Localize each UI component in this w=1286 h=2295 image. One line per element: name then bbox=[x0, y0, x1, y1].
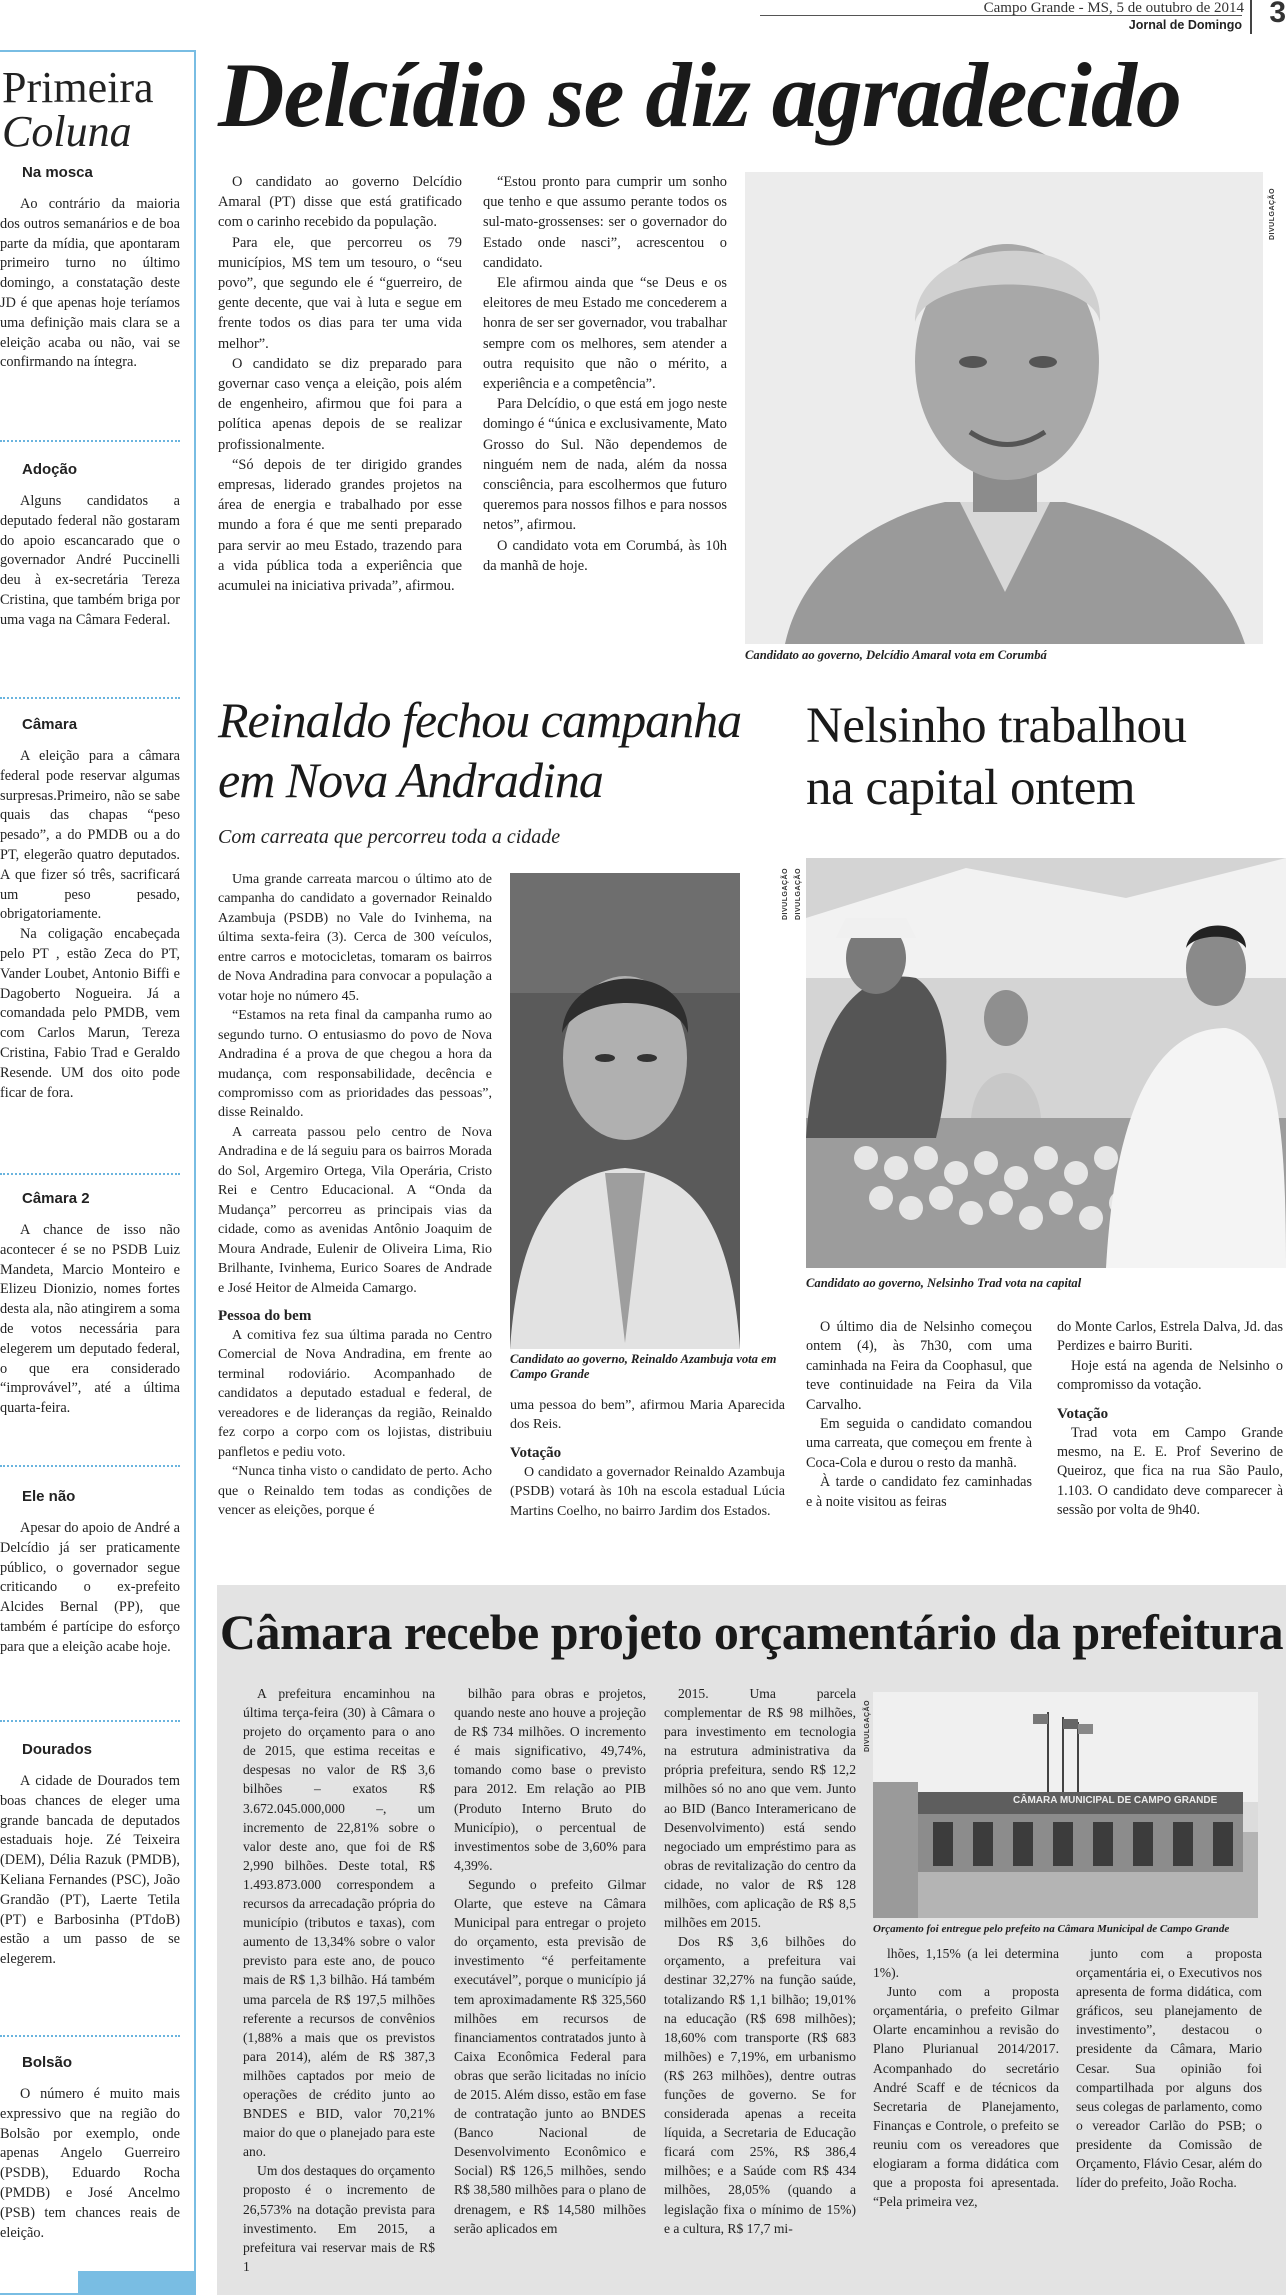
nelsinho-headline-line2: na capital ontem bbox=[806, 760, 1136, 816]
camara-headline: Câmara recebe projeto orçamentário da prefeitura bbox=[219, 1604, 1284, 1660]
reinaldo-headline-line2: em Nova Andradina bbox=[218, 752, 603, 808]
header-paper-name: Jornal de Domingo bbox=[1128, 18, 1242, 32]
article-paragraph: Ele afirmou ainda que “se Deus e os eleitores de meu Estado me concederem a honra de ser ser governador, vou trabalhar sempre com os melhores, sem atender a outra requisito que não o mérito, a experiência e a competência”. bbox=[483, 275, 727, 393]
camara-column-3 bbox=[664, 1684, 856, 2238]
article-paragraph: Em seguida o candidato comandou uma carreata, que começou em frente à Coca-Cola e durou o resto da manhã. bbox=[806, 1416, 1032, 1471]
article-paragraph: A comitiva fez sua última parada no Centro Comercial de Nova Andradina, em frente ao terminal rodoviário. Acompanhado de candidatos a deputado estadual e federal, de vereadores e de lideranças da região, Reinaldo fez corpo a corpo com os lojistas, distribuiu panfletos e pediu voto. bbox=[218, 1327, 492, 1460]
article-paragraph: “Nunca tinha visto o candidato de perto. Acho que o Reinaldo tem todas as condições de vencer as eleições, porque é bbox=[218, 1464, 492, 1519]
article-paragraph: Um dos destaques do orçamento proposto é o incremento de 26,573% na dotação prevista para investimento. Em 2015, a prefeitura vai reservar mais de R$ 1 bbox=[243, 2163, 435, 2274]
article-paragraph: Hoje está na agenda de Nelsinho o compromisso da votação. bbox=[1057, 1357, 1283, 1394]
sidebar-divider bbox=[0, 1465, 180, 1467]
sidebar-section-head: Na mosca bbox=[22, 164, 93, 181]
reinaldo-photo-credit: DIVULGAÇÃO bbox=[782, 867, 789, 920]
sidebar-bottom-accent bbox=[78, 2271, 194, 2293]
sidebar-title bbox=[0, 52, 194, 154]
sidebar-section-ele-nao bbox=[0, 1488, 180, 1658]
article-paragraph: À tarde o candidato fez caminhadas e à noite visitou as feiras bbox=[806, 1474, 1032, 1510]
article-paragraph: lhões, 1,15% (a lei determina 1%). bbox=[873, 1946, 1059, 1981]
sidebar-divider bbox=[0, 1173, 180, 1175]
page-header bbox=[760, 0, 1286, 36]
camara-photo bbox=[873, 1692, 1258, 1918]
camara-column-5 bbox=[1076, 1944, 1262, 2192]
sidebar-section-text: Na coligação encabeçada pelo PT , estão Zeca do PT, Vander Loubet, Antonio Biffi e Dagoberto Nogueira. Já a comandada pelo PMDB, vem com Carlos Marun, Tereza Cristina, Fabio Trad e Geraldo Resende. UM dos oito pode ficar de fora. bbox=[0, 926, 180, 1101]
sidebar-section-head: Bolsão bbox=[22, 2054, 73, 2071]
article-paragraph: O candidato ao governo Delcídio Amaral (PT) disse que está gratificado com o carinho recebido da população. bbox=[218, 174, 462, 231]
sidebar-section-text: A chance de isso não acontecer é se no PSDB Luiz Mandeta, Marcio Monteiro e Elizeu Dionizio, nomes fortes desta ala, não atingirem a soma de votos necessária para elegerem um deputado federal, o que era considerado “improvável”, até a última quarta-feira. bbox=[0, 1222, 180, 1417]
sidebar-section-text: O número é muito mais expressivo que na região do Bolsão por exemplo, onde apenas Angelo Guerreiro (PSDB), Eduardo Rocha (PMDB) e José Ancelmo (PSB) tem chances reais de eleição. bbox=[0, 2086, 180, 2241]
sidebar-section-camara bbox=[0, 716, 180, 1103]
reinaldo-column-2 bbox=[510, 1396, 785, 1521]
camara-photo-caption: Orçamento foi entregue pelo prefeito na Câmara Municipal de Campo Grande bbox=[873, 1923, 1230, 1935]
article-subhead: Pessoa do bem bbox=[218, 1307, 312, 1324]
article-paragraph: O candidato a governador Reinaldo Azambuja (PSDB) votará às 10h na escola estadual Lúcia Martins Coelho, no bairro Jardim dos Estados. bbox=[510, 1464, 785, 1519]
sidebar-title-line1: Primeira bbox=[2, 63, 154, 112]
article-paragraph: junto com a proposta orçamentária ei, o Executivos nos apresenta de forma didática, com gráficos, seu planejamento de investimento”, destacou o presidente da Câmara, Mario Cesar. Sua opinião foi compartilhada por alguns dos seus colegas de parlamento, como o vereador Carlão do PSB; o presidente da Comissão de Orçamento, Flávio Cesar, além do líder do prefeito, João Rocha. bbox=[1076, 1946, 1262, 2191]
nelsinho-headline-line1: Nelsinho trabalhou bbox=[806, 698, 1187, 754]
article-paragraph: Trad vota em Campo Grande mesmo, na E. E. Prof Severino de Queiroz, que fica na rua São Paulo, 1.103. O candidato deve comparecer à sessão por volta de 9h40. bbox=[1057, 1424, 1283, 1519]
header-location-date: Campo Grande - MS, 5 de outubro de 2014 bbox=[983, 0, 1244, 16]
sidebar-section-bolsao bbox=[0, 2054, 180, 2243]
delcidio-headline: Delcídio se diz agradecido bbox=[218, 44, 1181, 146]
delcidio-column-1 bbox=[218, 172, 462, 596]
nelsinho-headline bbox=[806, 695, 1276, 819]
article-paragraph: Uma grande carreata marcou o último ato de campanha do candidato a governador Reinaldo Azambuja (PSDB) no Vale do Ivinhema, na última sexta-feira (3). Cerca de 300 veículos, entre carros e motocicletas, tomaram os bairros de Nova Andradina para convocar a população a votar hoje no número 45. bbox=[218, 872, 492, 1004]
article-paragraph: A carreata passou pelo centro de Nova Andradina e de lá seguiu para os bairros Morada do Sol, Argemiro Ortega, Vila Operária, Cristo Rei e Centro Educacional. A “Onda da Mudança” percorreu as principais vias da cidade, como as avenidas Antônio Joaquim de Moura Andrade, Eulenir de Oliveira Lima, Rio Brilhante, Ivinhema, Eurico Soares de Andrade e José Heitor de Almeida Camargo. bbox=[218, 1124, 492, 1296]
delcidio-column-2 bbox=[483, 172, 727, 576]
nelsinho-photo bbox=[806, 858, 1286, 1268]
header-rule bbox=[760, 15, 1242, 16]
nelsinho-photo-credit: DIVULGAÇÃO bbox=[795, 867, 802, 920]
camara-photo-credit: DIVULGAÇÃO bbox=[864, 1699, 871, 1752]
article-paragraph: O candidato vota em Corumbá, às 10h da manhã de hoje. bbox=[483, 537, 727, 574]
article-paragraph: “Só depois de ter dirigido grandes empresas, liderado grandes projetos na área de energia e trabalhado por esse mundo a fora é que me senti preparado para servir ao meu Estado, trazendo para a vida pública toda a experiência que acumulei na iniciativa privada”, afirmou. bbox=[218, 456, 462, 595]
sidebar-divider bbox=[0, 1720, 180, 1722]
sidebar-section-head: Adoção bbox=[22, 461, 78, 478]
sidebar-section-text: Apesar do apoio de André a Delcídio já ser praticamente público, o governador segue criticando o ex-prefeito Alcides Bernal (PP), que também é partícipe do esforço para que a eleição acabe hoje. bbox=[0, 1520, 180, 1655]
article-paragraph: Segundo o prefeito Gilmar Olarte, que esteve na Câmara Municipal para entregar o projeto do orçamento, esta previsão de investimento “é perfeitamente executável”, porque o município já tem aproximadamente R$ 325,560 milhões em recursos de financiamentos contratados junto à Caixa Econômica Federal para obras que serão licitadas no início de 2015. Além disso, estão em fase de contratação junto ao BNDES (Banco Nacional de Desenvolvimento Econômico e Social) R$ 126,5 milhões, sendo R$ 38,580 milhões para o plano de drenagem, e R$ 14,580 milhões serão aplicados em bbox=[454, 1876, 646, 2236]
camara-building-sign: CÂMARA MUNICIPAL DE CAMPO GRANDE bbox=[1013, 1795, 1218, 1806]
camara-column-1 bbox=[243, 1684, 435, 2276]
delcidio-photo bbox=[745, 172, 1263, 644]
sidebar-section-text: A cidade de Dourados tem boas chances de eleger uma grande bancada de deputados estaduais hoje. Zé Teixeira (DEM), Délia Razuk (PMDB), Keliana Fernandes (PSC), João Grandão (PT), Laerte Tetila (PT) e Barbosinha (PTdoB) estão a um passo de se elegerem. bbox=[0, 1773, 180, 1968]
sidebar-divider bbox=[0, 2035, 180, 2037]
sidebar-section-na-mosca bbox=[0, 164, 180, 373]
article-paragraph: O candidato se diz preparado para governar caso vença a eleição, pois além de engenheiro, afirmou que foi para a política apenas depois de se realizar profissionalmente. bbox=[218, 355, 462, 453]
sidebar-section-head: Câmara 2 bbox=[22, 1190, 90, 1207]
article-paragraph: uma pessoa do bem”, afirmou Maria Aparecida dos Reis. bbox=[510, 1398, 785, 1433]
reinaldo-subhead: Com carreata que percorreu toda a cidade bbox=[218, 826, 561, 848]
sidebar-section-head: Ele não bbox=[22, 1488, 76, 1505]
sidebar-title-line2: Coluna bbox=[2, 107, 132, 156]
camara-column-2 bbox=[454, 1684, 646, 2238]
reinaldo-photo-caption: Candidato ao governo, Reinaldo Azambuja vota em Campo Grande bbox=[510, 1352, 777, 1381]
article-paragraph: 2015. Uma parcela complementar de R$ 98 milhões, para investimento em tecnologia na estrutura administrativa da própria prefeitura, sendo R$ 12,2 milhões só no ano que vem. Junto ao BID (Banco Interamericano de Desenvolvimento) está sendo negociado um empréstimo para as obras de revitalização do centro da cidade, no valor de R$ 128 milhões, com aplicação de R$ 8,5 milhões em 2015. bbox=[664, 1686, 856, 1931]
delcidio-photo-caption: Candidato ao governo, Delcídio Amaral vota em Corumbá bbox=[745, 648, 1047, 662]
sidebar-section-dourados bbox=[0, 1741, 180, 1970]
sidebar-section-text: Ao contrário da maioria dos outros semanários e de boa parte da mídia, que apontaram primeiro turno no último domingo, a constatação deste JD é que apenas hoje teríamos uma definição mais clara se a eleição acaba ou não, vai se confirmando na íntegra. bbox=[0, 196, 180, 371]
sidebar-section-head: Dourados bbox=[22, 1741, 93, 1758]
nelsinho-photo-caption: Candidato ao governo, Nelsinho Trad vota na capital bbox=[806, 1276, 1082, 1290]
article-paragraph: A prefeitura encaminhou na última terça-feira (30) à Câmara o projeto do orçamento para o ano de 2015, que estima receitas e despesas no valor de R$ 3,6 bilhões – exatos R$ 3.672.045.000,000 –, um incremento de 22,81% sobre o valor deste ano, que foi de R$ 2,990 bilhões. Deste total, R$ 1.493.873.000 correspondem a recursos da arrecadação própria do município (tributos e taxas), com aumento de 13,34% sobre o valor previsto para este ano, de pouco mais de R$ 1,3 bilhão. Há também uma parcela de R$ 197,5 milhões referente a recursos de convênios (1,88% a mais que os previstos para 2014), além de R$ 387,3 milhões captados por meio de operações de crédito junto ao BNDES e BID, valor 70,21% maior do que o planejado para este ano. bbox=[243, 1686, 435, 2160]
page-number: 3 bbox=[1269, 0, 1286, 29]
article-subhead: Votação bbox=[1057, 1405, 1109, 1422]
sidebar-section-camara-2 bbox=[0, 1190, 180, 1419]
sidebar-section-head: Câmara bbox=[22, 716, 78, 733]
article-paragraph: bilhão para obras e projetos, quando neste ano houve a projeção de R$ 734 milhões. O incremento é mais significativo, 49,74%, tomando como base o previsto para 2012. Em relação ao PIB (Produto Interno Bruto do Município), o percentual de investimentos sobe de 3,60% para 4,39%. bbox=[454, 1686, 646, 1873]
sidebar-divider bbox=[0, 697, 180, 699]
article-paragraph: Para ele, que percorreu os 79 municípios, MS tem um tesouro, o “seu povo”, que segundo ele é “guerreiro, de gente decente, que vai à luta e segue em frente todos os dias para ter uma vida melhor”. bbox=[218, 234, 462, 352]
sidebar-section-adocao bbox=[0, 461, 180, 631]
reinaldo-column-1 bbox=[218, 870, 492, 1521]
page-divider bbox=[1250, 0, 1252, 34]
article-subhead: Votação bbox=[510, 1444, 562, 1461]
article-paragraph: “Estou pronto para cumprir um sonho que tenho e que assumo perante todos os sul-mato-grossenses: ser o governador do Estado onde nasci”, acrescentou o candidato. bbox=[483, 174, 727, 271]
delcidio-photo-credit: DIVULGAÇÃO bbox=[1269, 187, 1276, 240]
article-paragraph: do Monte Carlos, Estrela Dalva, Jd. das Perdizes e bairro Buriti. bbox=[1057, 1319, 1283, 1355]
article-paragraph: Para Delcídio, o que está em jogo neste domingo é “única e exclusivamente, Mato Grosso do Sul. Não dependemos de ninguém nem de nada, além da nossa consciência, para escolhermos que futuro queremos para nossos filhos e para nossos netos”, afirmou. bbox=[483, 396, 727, 534]
article-paragraph: “Estamos na reta final da campanha rumo ao segundo turno. O entusiasmo do povo de Nova Andradina é a prova de que chegou a hora da mudança, com responsabilidade, decência e compromisso com as prioridades das pessoas”, disse Reinaldo. bbox=[218, 1008, 492, 1121]
article-paragraph: Junto com a proposta orçamentária, o prefeito Gilmar Olarte encaminhou a revisão do Plano Plurianual 2014/2017. Acompanhado do secretário André Scaff e de técnicos da Secretaria de Planejamento, Finanças e Controle, o prefeito se reuniu com os vereadores que elogiaram a forma didática com que a proposta foi apresentada. “Pela primeira vez, bbox=[873, 1984, 1059, 2210]
sidebar-section-text: A eleição para a câmara federal pode reservar algumas surpresas.Primeiro, não se sabe quais das chapas “peso pesado”, a do PMDB ou a do PT, elegerão quatro deputados. A que fizer só três, sacrificará um peso pesado, obrigatoriamente. bbox=[0, 748, 180, 923]
nelsinho-column-1 bbox=[806, 1318, 1032, 1512]
reinaldo-headline-line1: Reinaldo fechou campanha bbox=[218, 692, 742, 748]
reinaldo-photo bbox=[510, 873, 740, 1349]
sidebar-section-text: Alguns candidatos a deputado federal não gostaram do apoio escancarado que o governador André Puccinelli deu à ex-secretária Tereza Cristina, que também briga por uma vaga na Câmara Federal. bbox=[0, 493, 180, 628]
camara-column-4 bbox=[873, 1944, 1059, 2211]
article-paragraph: Dos R$ 3,6 bilhões do orçamento, a prefeitura vai destinar 32,27% na função saúde, totalizando R$ 1,1 bilhão; 19,01% na educação (R$ 698 milhões); 18,60% com transporte (R$ 683 milhões) e 7,19%, em urbanismo (R$ 263 milhões), dentre outras funções de governo. Se for considerada apenas a receita líquida, a Secretaria de Educação ficará com 25%, R$ 386,4 milhões; e a Saúde com R$ 434 milhões, 28,05% (quando a legislação fixa o mínimo de 15%) e a cultura, R$ 17,7 mi- bbox=[664, 1934, 856, 2236]
reinaldo-headline bbox=[218, 690, 778, 810]
sidebar-divider bbox=[0, 440, 180, 442]
article-paragraph: O último dia de Nelsinho começou ontem (4), às 7h30, com uma caminhada na Feira da Coophasul, que teve continuidade na Feira da Vila Carvalho. bbox=[806, 1319, 1032, 1413]
nelsinho-column-2 bbox=[1057, 1318, 1283, 1521]
